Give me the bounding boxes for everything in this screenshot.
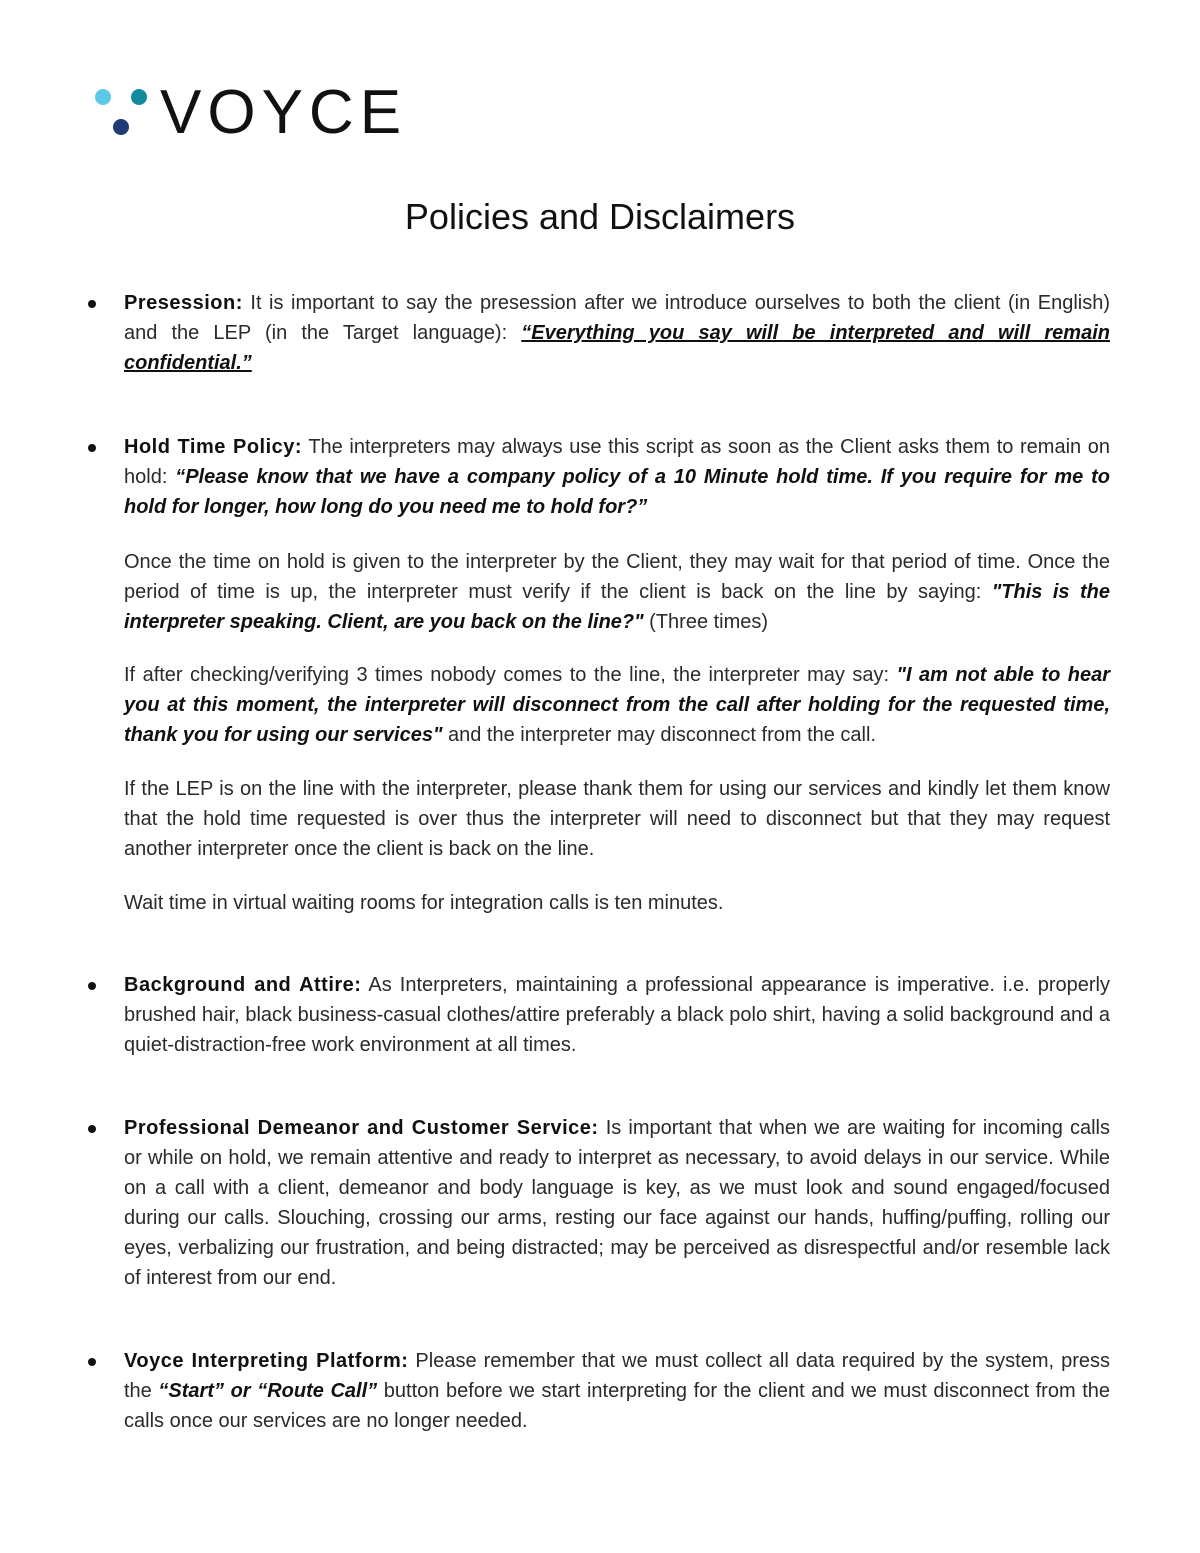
- item-text: and the interpreter may disconnect from the call.: [442, 724, 876, 746]
- page-title: Policies and Disclaimers: [404, 196, 796, 237]
- item-text: (Three times): [643, 611, 769, 633]
- item-label: Presession:: [124, 292, 243, 314]
- item-text: button before we start interpreting for the client and we must disconnect from the calls once our services are no longer needed.: [124, 1380, 1111, 1432]
- hold-time-item: [124, 432, 1110, 522]
- item-text: Please remember that we must collect all data required by the system, press the: [124, 1350, 1110, 1402]
- bullet-icon: [88, 1358, 96, 1366]
- hold-check-quote: "This is the interpreter speaking. Client, are you back on the line?": [124, 581, 1110, 633]
- logo-dot-navy: [113, 119, 129, 135]
- item-text: Is important that when we are waiting for incoming calls or while on hold, we remain attentive and ready to interpret as necessary, to avoid delays in our service. While on a call with a client, demeanor and body language is key, as we must look and sound engaged/focused during our calls. Slouching, crossing our arms, resting our face against our hands, huffing/puffing, rolling our eyes, verbalizing our frustration, and being distracted; may be perceived as disrespectful and/or resemble lack of interest from our end.: [124, 1117, 1110, 1289]
- item-label: Professional Demeanor and Customer Service:: [124, 1117, 599, 1139]
- presession-item: [124, 288, 1110, 378]
- button-names: “Start” or “Route Call”: [158, 1380, 378, 1402]
- hold-quote: “Please know that we have a company policy of a 10 Minute hold time. If you require for me to hold for longer, how long do you need me to hold for?”: [124, 466, 1110, 518]
- hold-paragraph-4: If the LEP is on the line with the interpreter, please thank them for using our services and kindly let them know that the hold time requested is over thus the interpreter will need to disconnect but that they may request another interpreter once the client is back on the line.: [124, 778, 1110, 860]
- presession-quote: “Everything you say will be interpreted and will remain confidential.”: [124, 322, 1110, 374]
- hold-paragraph-3: [124, 660, 1110, 750]
- logo-text: VOYCE: [160, 78, 408, 147]
- logo-dot-light: [95, 89, 111, 105]
- attire-item: [124, 970, 1110, 1060]
- item-text: As Interpreters, maintaining a professional appearance is imperative. i.e. properly brushed hair, black business-casual clothes/attire preferably a black polo shirt, having a solid background and a quiet-distraction-free work environment at all times.: [124, 974, 1110, 1056]
- item-text: It is important to say the presession after we introduce ourselves to both the client (in English) and the LEP (in the Target language):: [124, 292, 1110, 344]
- item-text: The interpreters may always use this script as soon as the Client asks them to remain on hold:: [124, 436, 1110, 488]
- demeanor-item: [124, 1113, 1110, 1293]
- item-text: Once the time on hold is given to the interpreter by the Client, they may wait for that period of time. Once the period of time is up, the interpreter must verify if the client is back on the line by saying:: [124, 551, 1110, 603]
- logo-dot-teal: [131, 89, 147, 105]
- bullet-icon: [88, 300, 96, 308]
- item-label: Hold Time Policy:: [124, 436, 303, 458]
- bullet-icon: [88, 1125, 96, 1133]
- item-label: Background and Attire:: [124, 974, 362, 996]
- item-text: If after checking/verifying 3 times nobody comes to the line, the interpreter may say:: [124, 664, 897, 686]
- hold-paragraph-5: Wait time in virtual waiting rooms for integration calls is ten minutes.: [124, 892, 724, 914]
- hold-paragraph-2: [124, 547, 1110, 637]
- bullet-icon: [88, 982, 96, 990]
- bullet-icon: [88, 444, 96, 452]
- disconnect-quote: "I am not able to hear you at this moment, the interpreter will disconnect from the call after holding for the requested time, thank you for using our services": [124, 664, 1110, 746]
- item-label: Voyce Interpreting Platform:: [124, 1350, 409, 1372]
- platform-item: [124, 1346, 1110, 1436]
